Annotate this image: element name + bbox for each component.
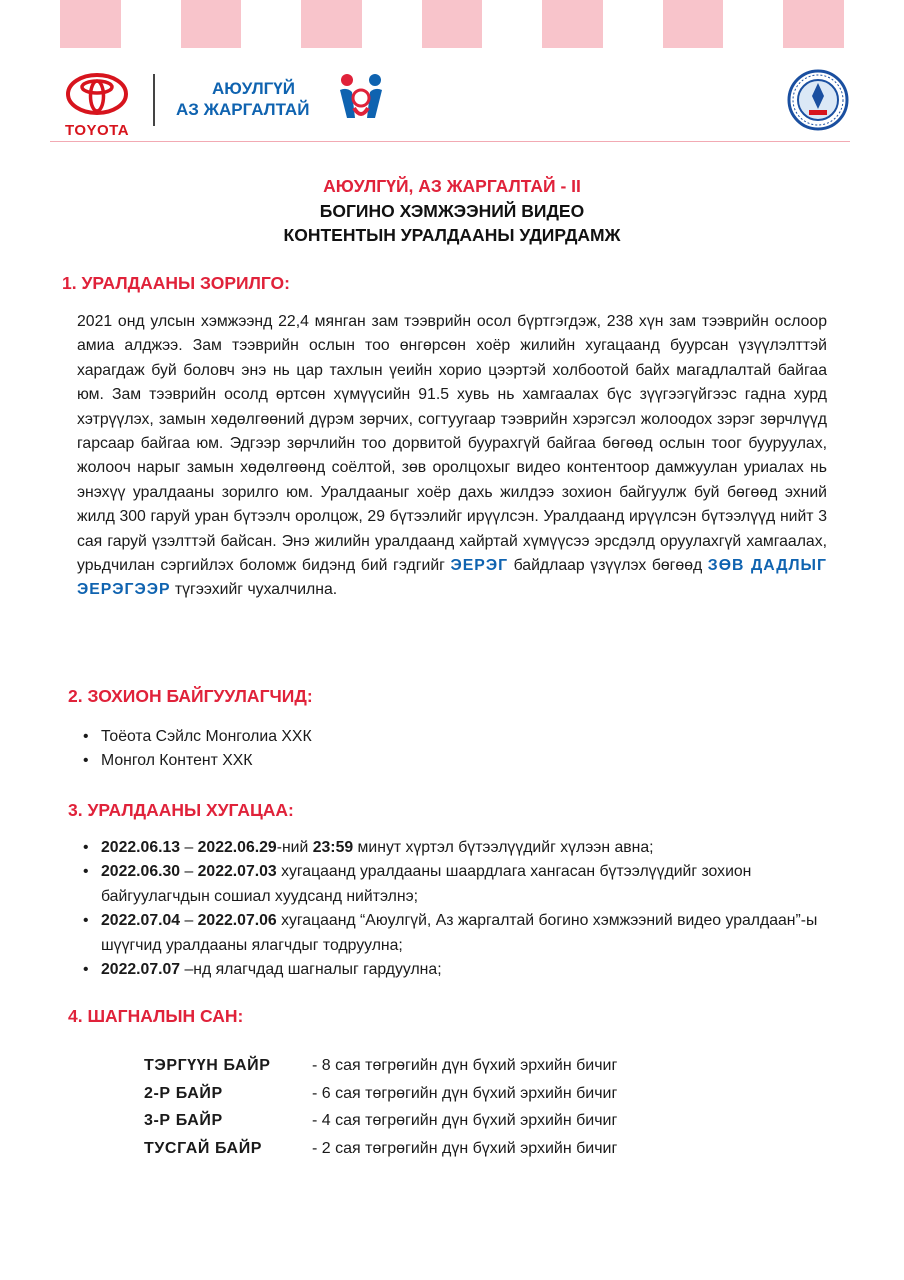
family-icon — [338, 72, 384, 124]
prize-desc: - 4 сая төгрөгийн дүн бүхий эрхийн бичиг — [312, 1112, 618, 1129]
title-line-2: БОГИНО ХЭМЖЭЭНИЙ ВИДЕО — [319, 201, 585, 221]
list-item: • 2022.06.13 – 2022.06.29-ний 23:59 минут хүртэл бүтээлүүдийг хүлээн авна; — [83, 836, 833, 860]
campaign-name-line2: АЗ ЖАРГАЛТАЙ — [176, 100, 310, 119]
campaign-logo — [176, 78, 309, 120]
section-4-heading: 4. ШАГНАЛЫН САН: — [68, 1006, 244, 1026]
campaign-name-line1: АЮУЛГҮЙ — [212, 79, 295, 98]
title-line-1: АЮУЛГҮЙ, АЗ ЖАРГАЛТАЙ - II — [323, 176, 581, 196]
prize-name: ТЭРГҮҮН БАЙР — [144, 1057, 271, 1074]
toyota-wordmark: TOYOTA — [64, 122, 130, 139]
police-seal-icon — [787, 69, 849, 131]
body-text-part-1: 2021 онд улсын хэмжээнд 22,4 мянган зам тээврийн осол бүртгэгдэж, 238 хүн зам тээврийн ослоор амиа алджээ. Зам тээврийн ослын тоо өнгөрсөн хоёр жилийн хугацаанд буурсан үзүүлэлттэй харагдаж буй боловч энэ нь цар тахлын үеийн хорио цээртэй холбоотой байх магадлалтай байгаа юм. Зам тээврийн осолд өртсөн хүмүүсийн 91.5 хувь нь хамгаалах бүс зүүгээгүйгээс гадна хурд хэтрүүлэх, замын хөдөлгөөний дүрэм зөрчих, согтуугаар тээврийн хэрэгсэл жолоодох зэрэг зөрчлүүд гарсаар байгаа юм. Эдгээр зөрчлийн тоо дорвитой буурахгүй байгаа бөгөөд ослын тоог бууруулах, жолооч нарыг замын хөдөлгөөнд соёлтой, зөв оролцохыг видео контентоор дамжуулан уриалах нь энэхүү уралдааны зорилго юм. Уралдааныг хоёр дахь жилдээ зохион байгуулж буй бөгөөд эхний жилд 300 гаруй уран бүтээлч оролцож, 29 бүтээлийг ирүүлсэн. Уралдаанд ирүүлсэн бүтээлүүд нийт 3 сая гаруй үзэлттэй байсан. Энэ жилийн уралдаанд хайртай хүмүүсээ эрсдэлд оруулахгүй хамгаалах, урьдчилан сэргийлэх боломж бидэнд бий гэдгийг — [77, 313, 827, 575]
prize-desc: - 2 сая төгрөгийн дүн бүхий эрхийн бичиг — [312, 1139, 618, 1157]
section-2-heading: 2. ЗОХИОН БАЙГУУЛАГЧИД: — [68, 686, 313, 706]
section-1-body — [77, 310, 827, 603]
prize-name: 2-Р БАЙР — [144, 1084, 223, 1102]
organizers-list — [83, 725, 312, 774]
toyota-emblem-icon — [64, 72, 130, 116]
list-item: • 2022.07.07 –нд ялагчдад шагналыг гардуулна; — [83, 958, 833, 982]
prize-row — [144, 1107, 617, 1135]
header-rule — [50, 141, 850, 142]
section-1-heading: 1. УРАЛДААНЫ ЗОРИЛГО: — [62, 273, 290, 293]
list-item: • 2022.07.04 – 2022.07.06 хугацаанд “Аюулгүй, Аз жаргалтай богино хэмжээний видео уралдаан”-ы шүүгчид уралдааны ялагчдыг тодруулна; — [83, 909, 833, 958]
prize-name: 3-Р БАЙР — [144, 1112, 223, 1129]
prize-row — [144, 1080, 617, 1108]
page-header — [30, 48, 874, 143]
prize-row — [144, 1052, 617, 1080]
prize-row — [144, 1135, 617, 1163]
section-3-heading: 3. УРАЛДААНЫ ХУГАЦАА: — [68, 800, 294, 820]
prize-desc: - 6 сая төгрөгийн дүн бүхий эрхийн бичиг — [312, 1084, 618, 1102]
prize-name: ТУСГАЙ БАЙР — [144, 1139, 263, 1157]
list-item: • 2022.06.30 – 2022.07.03 хугацаанд уралдааны шаардлага хангасан бүтээлүүдийг зохион байгуулагчдын сошиал хуудсанд нийтэлнэ; — [83, 860, 833, 909]
body-text-part-3: түгээхийг чухалчилна. — [170, 581, 338, 599]
prize-desc: - 8 сая төгрөгийн дүн бүхий эрхийн бичиг — [312, 1057, 618, 1074]
highlight-good-habits: ЗӨВ ДАДЛЫГ ЭЕРЭГЭЭР — [77, 557, 827, 599]
header-divider — [153, 74, 155, 126]
document-page — [30, 48, 874, 1280]
toyota-logo — [58, 72, 136, 139]
list-item: • Тоёота Сэйлс Монголиа ХХК — [83, 725, 312, 749]
highlight-positive: ЭЕРЭГ — [450, 557, 509, 575]
timeline-list — [83, 836, 833, 982]
body-text-part-2: байдлаар үзүүлэх бөгөөд — [508, 557, 708, 575]
prize-table — [144, 1052, 617, 1162]
list-item: • Монгол Контент ХХК — [83, 749, 312, 773]
title-line-3: КОНТЕНТЫН УРАЛДААНЫ УДИРДАМЖ — [283, 225, 621, 245]
